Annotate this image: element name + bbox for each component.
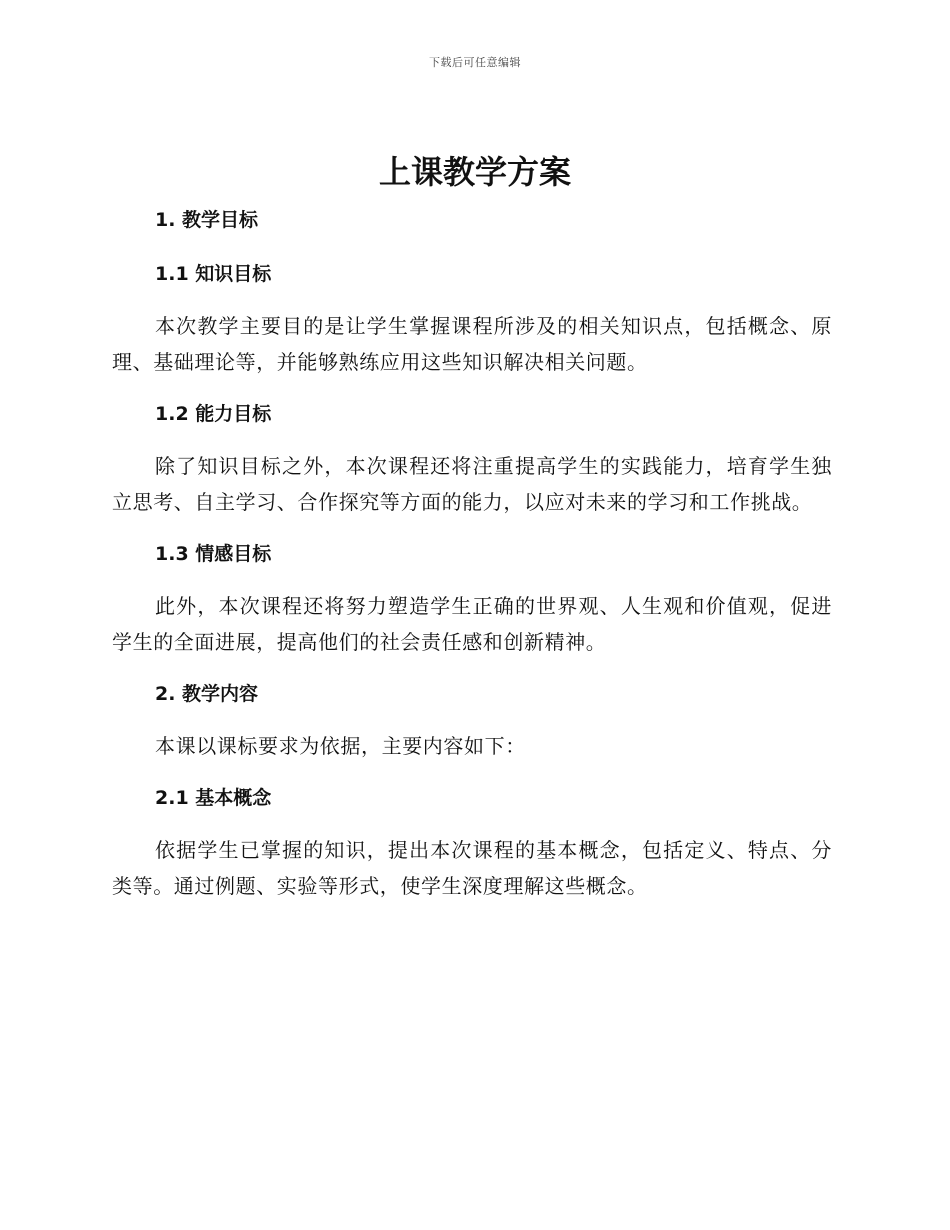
paragraph-basic-concepts: 依据学生已掌握的知识，提出本次课程的基本概念，包括定义、特点、分类等。通过例题、实验等形式，使学生深度理解这些概念。	[112, 838, 832, 898]
paragraph-emotional-goals: 此外，本次课程还将努力塑造学生正确的世界观、人生观和价值观，促进学生的全面进展，提高他们的社会责任感和创新精神。	[112, 594, 832, 654]
paragraph-ability-goals: 除了知识目标之外，本次课程还将注重提高学生的实践能力，培育学生独立思考、自主学习、合作探究等方面的能力，以应对未来的学习和工作挑战。	[112, 454, 832, 514]
header-note: 下载后可任意编辑	[429, 56, 521, 69]
paragraph-teaching-content: 本课以课标要求为依据，主要内容如下：	[155, 734, 526, 758]
section-heading-knowledge-goals: 1.1 知识目标	[155, 263, 272, 285]
section-heading-teaching-content: 2. 教学内容	[155, 683, 259, 705]
document-body	[112, 200, 832, 904]
section-heading-teaching-goals: 1. 教学目标	[155, 209, 259, 231]
paragraph-knowledge-goals: 本次教学主要目的是让学生掌握课程所涉及的相关知识点，包括概念、原理、基础理论等，并能够熟练应用这些知识解决相关问题。	[112, 314, 832, 374]
section-heading-ability-goals: 1.2 能力目标	[155, 403, 272, 425]
document-title: 上课教学方案	[378, 153, 571, 191]
section-heading-basic-concepts: 2.1 基本概念	[155, 787, 272, 809]
section-heading-emotional-goals: 1.3 情感目标	[155, 543, 272, 565]
